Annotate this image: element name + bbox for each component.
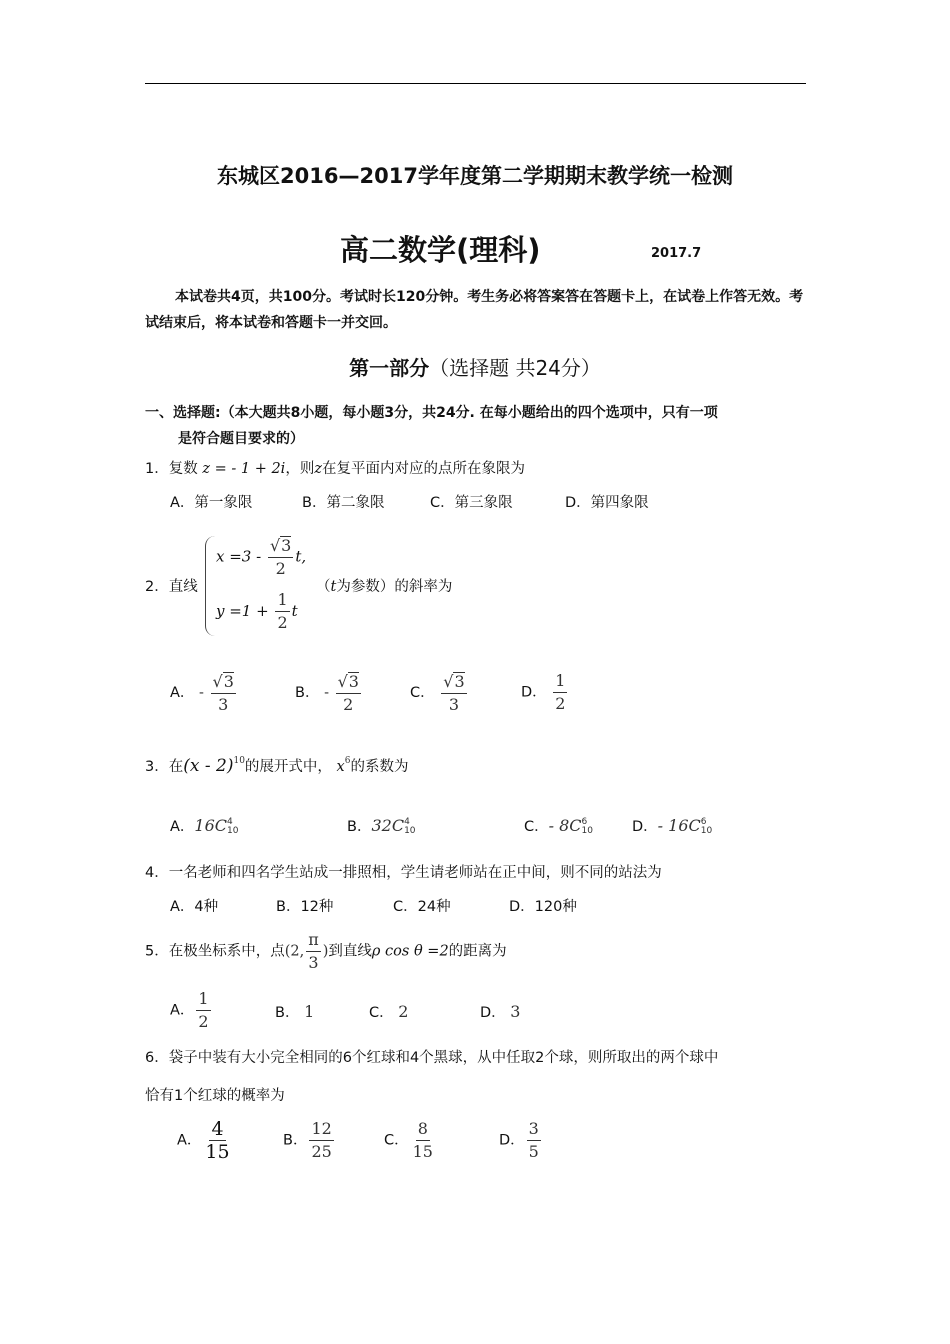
section-instruction: [145, 400, 809, 452]
q2-option-a-fraction: $\frac{√3}{3}$: [212, 672, 234, 714]
q5-option-c: [369, 1001, 408, 1022]
q3-mid: 的展开式中，: [244, 759, 332, 775]
question-3: [145, 755, 408, 776]
section-line-2: 是符合题目要求的）: [178, 431, 304, 447]
q6-option-a: [177, 1120, 234, 1161]
q1-option-a: A．第一象限: [170, 495, 253, 511]
q6-option-a-label: A．: [177, 1132, 202, 1149]
q6-option-b: [283, 1120, 336, 1161]
q1-var: z: [314, 461, 322, 477]
q2-param-var: t: [330, 579, 337, 595]
exam-date: 2017.7: [651, 246, 702, 261]
q3-option-a-sub: 10: [227, 826, 239, 836]
q2-eq2-num: 1: [275, 591, 289, 612]
q2-eq2-lhs: y =1 +: [216, 602, 269, 620]
q3-option-a: [170, 815, 238, 836]
q2-option-d-num: 1: [553, 672, 567, 693]
q3-option-b-sub: 10: [404, 826, 416, 836]
q6-option-c-num: 8: [416, 1120, 430, 1141]
q2-option-b-num: 3: [348, 672, 359, 691]
q2-option-d-fraction: [553, 672, 567, 713]
q5-option-b-value: 1: [304, 1002, 315, 1021]
q3-option-c-coef: - 8C: [548, 816, 582, 835]
q2-eq2-den: 2: [277, 613, 288, 632]
q6-line-1: 袋子中装有大小完全相同的6个红球和4个黑球，从中任取2个球，则所取出的两个球中: [168, 1050, 719, 1066]
q5-pre: 在极坐标系中，点: [168, 943, 285, 960]
q2-eq1-tail: t,: [295, 547, 307, 566]
q5-tail: 的距离为: [448, 943, 507, 960]
part-heading: [0, 352, 950, 381]
q5-option-b: [275, 1001, 314, 1022]
q3-option-c-sub: 10: [581, 826, 593, 836]
q2-param-open: （: [316, 579, 331, 595]
q3-option-a-label: A．: [170, 819, 195, 835]
q1-pre: 复数: [168, 461, 198, 477]
q6-number: 6．: [145, 1050, 169, 1066]
q2-option-b-label: B．: [295, 685, 320, 701]
exam-title: 东城区2016—2017学年度第二学期期末教学统一检测: [217, 164, 733, 188]
q2-param: [316, 575, 452, 596]
exam-notice: 本试卷共4页，共100分。考试时长120分钟。考生务必将答案答在答题卡上，在试卷上作答无效。考试结束后，将本试卷和答题卡一并交回。: [145, 289, 804, 331]
q2-option-c-fraction: $\frac{√3}{3}$: [443, 672, 465, 714]
q6-line-2: 恰有1个红球的概率为: [145, 1088, 285, 1104]
q4-option-a: A．4种: [170, 899, 219, 915]
q6-option-b-fraction: [309, 1120, 333, 1161]
part-title: 第一部分: [349, 356, 430, 380]
q5-option-d-value: 3: [510, 1002, 521, 1021]
question-1: [145, 457, 525, 478]
q6-option-c-den: 15: [412, 1142, 433, 1161]
q1-option-d: D．第四象限: [565, 495, 649, 511]
q2-eq1-lhs: x =3 -: [216, 547, 262, 566]
q5-option-a-num: 1: [196, 990, 210, 1011]
q2-option-c: [410, 672, 469, 714]
q2-lead: [145, 575, 198, 596]
q2-eq1-den: 2: [275, 559, 286, 578]
q4-text: 一名老师和四名学生站成一排照相，学生请老师站在正中间，则不同的站法为: [168, 865, 662, 881]
q1-post: ，则: [285, 461, 315, 477]
q4-option-d: D．120种: [509, 899, 577, 915]
q6-option-c: [384, 1120, 437, 1161]
q3-option-d-sup: 6: [700, 817, 707, 827]
section-line-1: 一、选择题:（本大题共8小题，每小题3分，共24分. 在每小题给出的四个选项中，只有一项: [145, 405, 718, 421]
q5-option-b-label: B．: [275, 1005, 300, 1021]
q2-pre: 直线: [168, 579, 198, 595]
q3-option-a-sup: 4: [227, 817, 233, 827]
q3-exponent: 10: [233, 756, 245, 766]
q2-option-c-num: 3: [454, 672, 465, 691]
q5-option-a-fraction: [196, 990, 210, 1031]
q3-option-d-label: D．: [632, 819, 658, 835]
q6-option-d: [499, 1120, 543, 1161]
q2-equation-2: [216, 591, 298, 632]
q2-eq1-num: 3: [281, 536, 292, 555]
q2-option-b: [295, 672, 363, 714]
q3-option-d: [632, 815, 712, 836]
q3-option-d-coef: - 16C: [657, 816, 701, 835]
q5-point-b: ): [322, 943, 329, 960]
q2-param-text: 为参数）的斜率为: [336, 579, 453, 595]
q3-option-c: [524, 815, 593, 836]
q2-option-a: [170, 672, 238, 714]
q3-option-c-label: C．: [524, 819, 549, 835]
q2-option-b-fraction: $\frac{√3}{2}$: [337, 672, 359, 714]
q6-option-d-label: D．: [499, 1132, 525, 1149]
q5-option-a: [170, 990, 213, 1031]
q5-number: 5．: [145, 943, 169, 960]
q4-number: 4．: [145, 865, 169, 881]
q6-option-b-num: 12: [309, 1120, 333, 1141]
q3-option-b-coef: 32C: [371, 816, 405, 835]
q6-option-d-den: 5: [528, 1142, 539, 1161]
q5-option-a-den: 2: [198, 1012, 209, 1031]
q2-option-a-sign: -: [199, 685, 204, 701]
q2-eq1-fraction: $\frac{√3}{2}$: [269, 536, 292, 578]
q6-option-d-fraction: [527, 1120, 541, 1161]
q3-tail: 的系数为: [350, 759, 409, 775]
q2-eq2-fraction: [275, 591, 289, 632]
question-4: [145, 861, 662, 882]
q6-option-d-num: 3: [527, 1120, 541, 1141]
q2-system-brace: [205, 536, 216, 636]
q6-option-a-den: 15: [205, 1141, 230, 1163]
q3-option-b-label: B．: [347, 819, 372, 835]
q2-option-a-num: 3: [223, 672, 234, 691]
q5-mid: 到直线: [328, 943, 372, 960]
q3-var: x: [336, 759, 345, 775]
q2-option-b-sign: -: [324, 685, 329, 701]
q5-option-d: [480, 1001, 520, 1022]
q3-pre: 在: [168, 759, 184, 775]
q3-option-c-sup: 6: [581, 817, 588, 827]
q6-option-a-num: 4: [211, 1118, 224, 1140]
q5-line-expr: ρ cos θ =2: [371, 943, 449, 960]
q1-option-c: C．第三象限: [430, 495, 513, 511]
part-subtitle: （选择题 共24分）: [429, 356, 601, 380]
header-rule: [145, 83, 806, 84]
q2-option-b-den: 2: [343, 695, 354, 714]
q2-option-a-den: 3: [218, 695, 229, 714]
question-5: [145, 931, 507, 972]
q5-option-a-label: A．: [170, 1002, 195, 1019]
q6-option-a-fraction: [203, 1120, 231, 1161]
question-6: [145, 1046, 718, 1067]
q1-tail: 在复平面内对应的点所在象限为: [321, 461, 525, 477]
q3-expression: (x - 2): [183, 756, 234, 776]
q2-equation-1: [216, 536, 306, 578]
q6-option-b-label: B．: [283, 1132, 308, 1149]
q3-var-exponent: 6: [344, 756, 351, 766]
q2-option-d-label: D．: [521, 684, 547, 701]
q6-option-b-den: 25: [311, 1142, 332, 1161]
q6-option-c-label: C．: [384, 1132, 409, 1149]
q1-option-b: B．第二象限: [302, 495, 385, 511]
q5-option-c-value: 2: [398, 1002, 409, 1021]
q5-option-d-label: D．: [480, 1005, 506, 1021]
q5-point-den: 3: [308, 953, 319, 972]
q2-option-c-den: 3: [448, 695, 460, 714]
q1-number: 1．: [145, 461, 169, 477]
q3-number: 3．: [145, 759, 169, 775]
exam-subject: 高二数学(理科): [340, 233, 541, 267]
q2-option-a-label: A．: [170, 685, 195, 701]
q5-point-fraction: [306, 931, 321, 972]
q5-option-c-label: C．: [369, 1005, 394, 1021]
q4-option-c: C．24种: [393, 899, 451, 915]
q3-option-b: [347, 815, 416, 836]
q2-number: 2．: [145, 579, 169, 595]
q5-point-a: (2,: [284, 943, 305, 960]
q3-option-d-sub: 10: [700, 826, 713, 836]
q4-option-b: B．12种: [276, 899, 334, 915]
q5-point-num: π: [306, 931, 321, 952]
q3-option-a-coef: 16C: [194, 816, 228, 835]
q6-option-c-fraction: [411, 1120, 435, 1161]
q3-option-b-sup: 4: [404, 817, 410, 827]
q2-option-c-label: C．: [410, 685, 435, 701]
q1-expression: z = - 1 + 2i: [202, 461, 286, 477]
q2-option-d: [521, 672, 569, 713]
q2-option-d-den: 2: [555, 694, 566, 713]
q2-eq2-tail: t: [291, 602, 298, 620]
